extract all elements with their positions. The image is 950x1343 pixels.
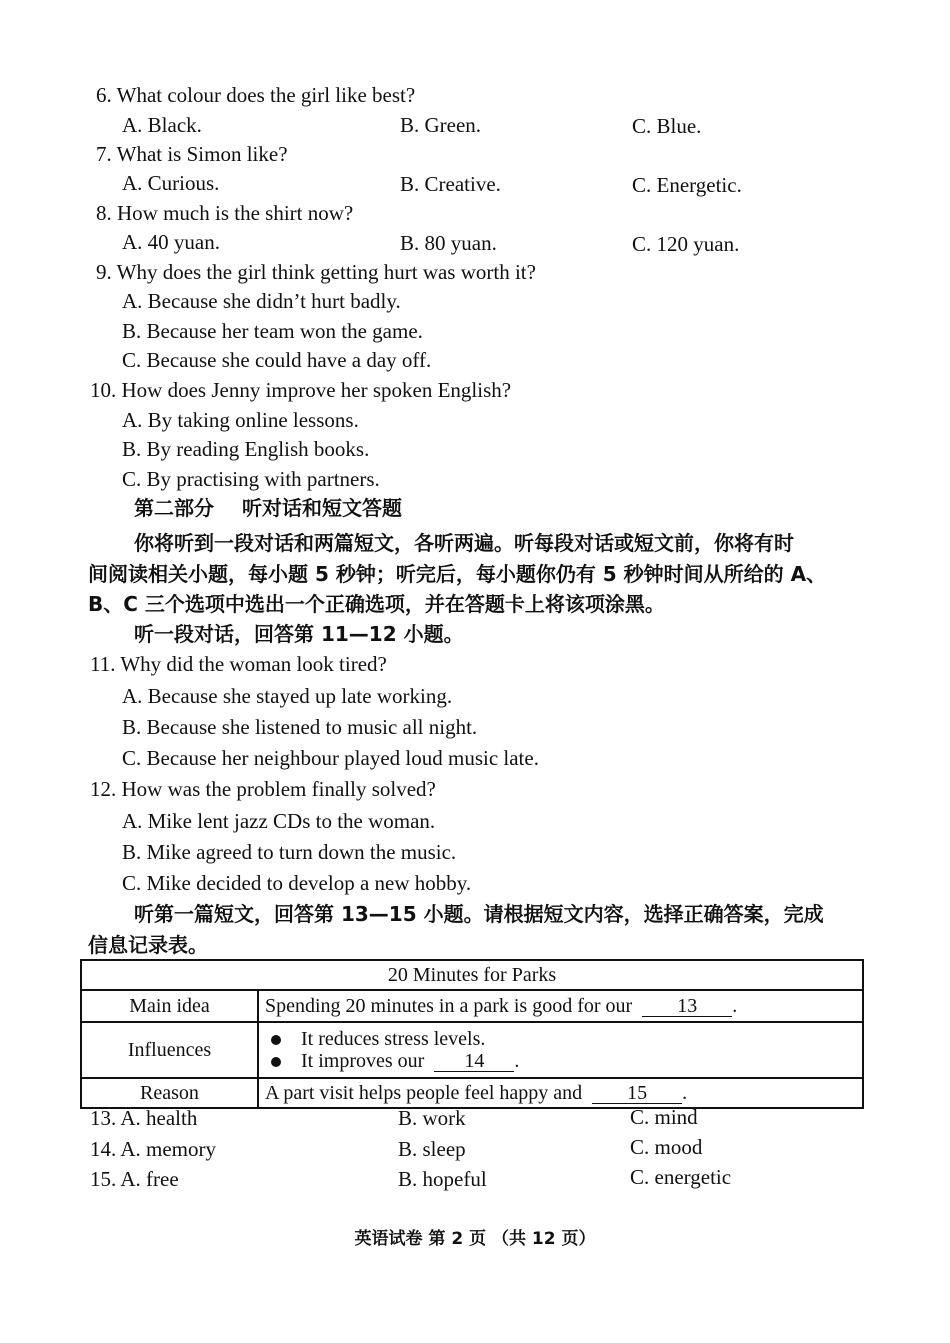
question-9-option-c: C. Because she could have a day off. <box>122 348 432 372</box>
question-6-option-b: B. Green. <box>400 113 482 137</box>
part2-heading-number: 第二部分 <box>134 496 214 520</box>
bullet-dot-icon <box>271 1035 281 1045</box>
row-main-idea-label: Main idea <box>81 990 258 1022</box>
table-title: 20 Minutes for Parks <box>81 960 863 990</box>
question-8-option-b: B. 80 yuan. <box>400 231 497 255</box>
question-14-option-a: 14. A. memory <box>90 1137 216 1161</box>
part2-instruction-line3: B、C 三个选项中选出一个正确选项，并在答题卡上将该项涂黑。 <box>88 592 665 616</box>
question-12-option-a: A. Mike lent jazz CDs to the woman. <box>122 809 436 833</box>
passage-intro-line2: 信息记录表。 <box>88 933 208 957</box>
main-idea-period: . <box>732 995 738 1017</box>
question-13-option-c: C. mind <box>630 1105 698 1129</box>
question-7-stem: 7. What is Simon like? <box>96 142 288 166</box>
question-7-option-a: A. Curious. <box>122 171 220 195</box>
passage-intro-line1: 听第一篇短文，回答第 13—15 小题。请根据短文内容，选择正确答案，完成 <box>134 902 824 926</box>
question-9-option-a: A. Because she didn’t hurt badly. <box>122 289 401 313</box>
question-12-option-b: B. Mike agreed to turn down the music. <box>122 840 457 864</box>
question-8-option-a: A. 40 yuan. <box>122 230 220 254</box>
question-12-stem: 12. How was the problem finally solved? <box>90 777 436 801</box>
part2-heading <box>134 495 402 521</box>
question-9-stem: 9. Why does the girl think getting hurt was worth it? <box>96 260 536 284</box>
question-6-option-c: C. Blue. <box>632 114 702 138</box>
influence-text-2: It improves our <box>301 1050 425 1072</box>
question-10-option-b: B. By reading English books. <box>122 437 370 461</box>
dialogue-intro: 听一段对话，回答第 11—12 小题。 <box>134 622 464 646</box>
question-14-option-b: B. sleep <box>398 1137 466 1161</box>
question-11-option-b: B. Because she listened to music all night. <box>122 715 478 739</box>
influence-bullet-1 <box>265 1028 856 1050</box>
question-6-stem: 6. What colour does the girl like best? <box>96 83 416 107</box>
question-13-option-b: B. work <box>398 1106 466 1130</box>
row-reason-label: Reason <box>81 1078 258 1108</box>
question-10-option-a: A. By taking online lessons. <box>122 408 359 432</box>
bullet-dot-icon <box>271 1057 281 1067</box>
reason-text: A part visit helps people feel happy and <box>265 1082 583 1104</box>
row-reason-content <box>258 1078 863 1108</box>
question-9-option-b: B. Because her team won the game. <box>122 319 423 343</box>
question-15-option-b: B. hopeful <box>398 1167 487 1191</box>
row-influences-content <box>258 1022 863 1078</box>
question-15-option-c: C. energetic <box>630 1165 732 1189</box>
question-10-stem: 10. How does Jenny improve her spoken English? <box>90 378 512 402</box>
question-14-option-c: C. mood <box>630 1135 703 1159</box>
blank-14: 14 <box>434 1051 514 1072</box>
question-10-option-c: C. By practising with partners. <box>122 467 380 491</box>
question-7-option-c: C. Energetic. <box>632 173 742 197</box>
question-6-option-a: A. Black. <box>122 113 202 137</box>
main-idea-text: Spending 20 minutes in a park is good for our <box>265 995 633 1017</box>
row-influences-label: Influences <box>81 1022 258 1078</box>
question-7-option-b: B. Creative. <box>400 172 501 196</box>
question-11-stem: 11. Why did the woman look tired? <box>90 652 387 676</box>
part2-heading-title: 听对话和短文答题 <box>242 496 402 520</box>
question-11-option-a: A. Because she stayed up late working. <box>122 684 453 708</box>
row-main-idea-content <box>258 990 863 1022</box>
question-8-stem: 8. How much is the shirt now? <box>96 201 354 225</box>
question-13-option-a: 13. A. health <box>90 1106 198 1130</box>
info-record-table <box>80 959 864 1109</box>
question-11-option-c: C. Because her neighbour played loud music late. <box>122 746 539 770</box>
influence-period: . <box>514 1050 520 1072</box>
question-12-option-c: C. Mike decided to develop a new hobby. <box>122 871 472 895</box>
question-8-option-c: C. 120 yuan. <box>632 232 740 256</box>
part2-instruction-line2: 间阅读相关小题，每小题 5 秒钟；听完后，每小题你仍有 5 秒钟时间从所给的 A、 <box>88 562 827 586</box>
blank-13: 13 <box>642 996 732 1017</box>
question-15-option-a: 15. A. free <box>90 1167 179 1191</box>
blank-15: 15 <box>592 1083 682 1104</box>
part2-instruction-line1: 你将听到一段对话和两篇短文，各听两遍。听每段对话或短文前，你将有时 <box>134 531 794 555</box>
reason-period: . <box>682 1082 688 1104</box>
page-footer: 英语试卷 第 2 页 （共 12 页） <box>354 1229 596 1249</box>
influence-text-1: It reduces stress levels. <box>301 1028 486 1050</box>
influence-bullet-2 <box>265 1050 856 1072</box>
